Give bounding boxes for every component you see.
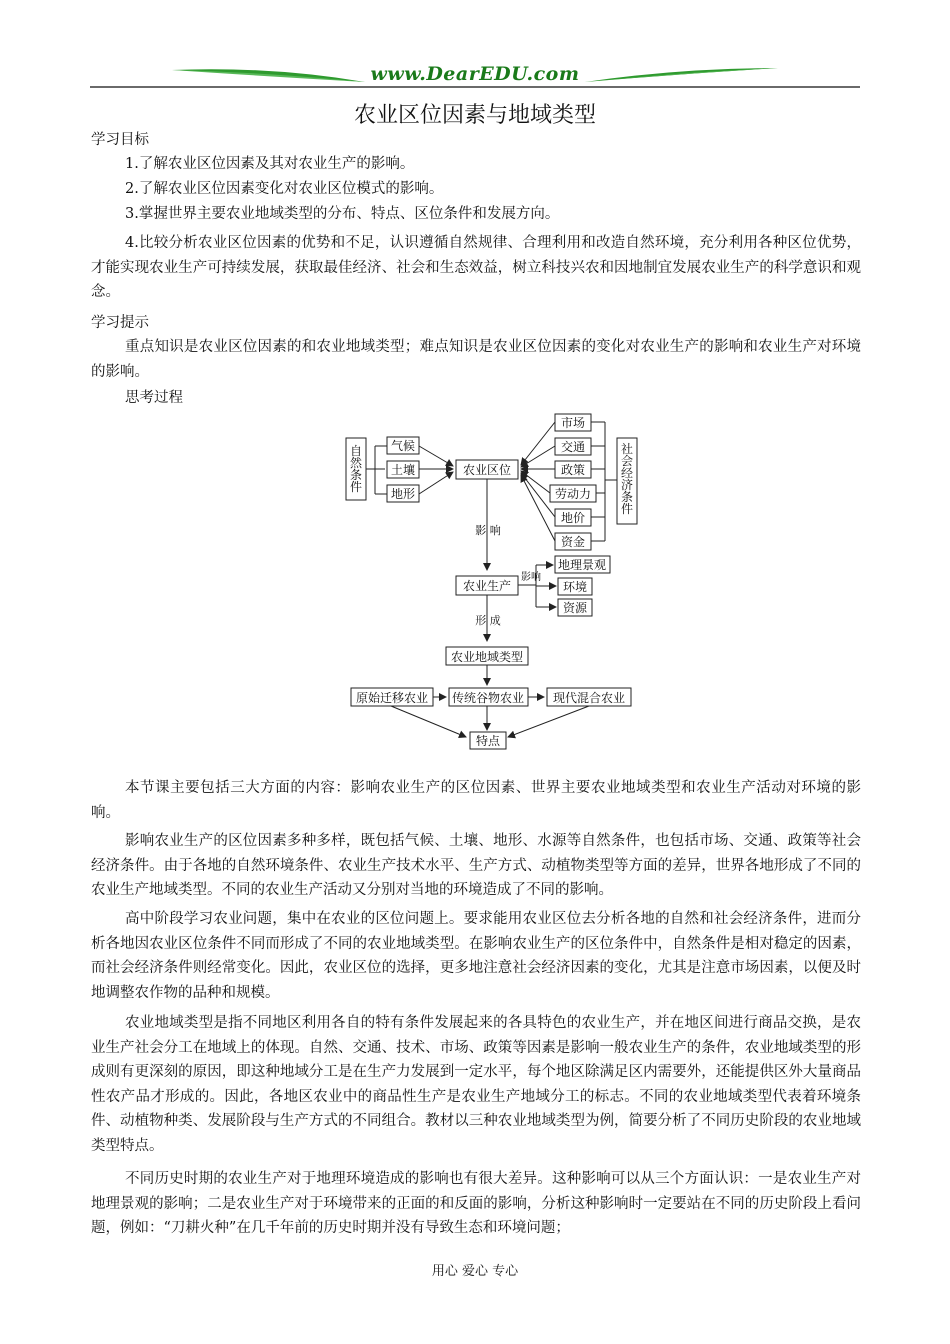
body-paragraph: 不同历史时期的农业生产对于地理环境造成的影响也有很大差异。这种影响可以从三个方面认识：一是农业生产对地理景观的影响；二是农业生产对于环境带来的正面的和反面的影响，分析这种影响时一定要站在不同的历史阶段上看问题，例如：“刀耕火种”在几千年前的历史时期并没有导致生态和环境问题；	[91, 1171, 861, 1236]
arrow-label-form: 形 成	[475, 614, 501, 627]
site-logo-text[interactable]: www.DearEDU.com	[370, 63, 580, 85]
arrow-label-influence: 影 响	[475, 524, 501, 537]
effect-node: 地理景观	[557, 558, 607, 572]
region-type-node: 农业地域类型	[450, 650, 524, 664]
type-node: 现代混合农业	[552, 691, 626, 705]
influence-label: 影响	[521, 572, 541, 583]
objectives-heading: 学习目标	[91, 132, 149, 148]
page-footer: 用心 爱心 专心	[431, 1264, 519, 1279]
concept-diagram-svg	[340, 408, 640, 758]
thinking-heading: 思考过程	[125, 390, 183, 406]
natural-item-node: 气候	[390, 439, 416, 453]
features-node: 特点	[475, 734, 501, 748]
social-item-node: 交通	[560, 440, 586, 454]
body-paragraph: 本节课主要包括三大方面的内容：影响农业生产的区位因素、世界主要农业地域类型和农业生产活动对环境的影响。	[91, 780, 861, 821]
natural-item-node: 土壤	[390, 463, 416, 477]
objective-item: 3.掌握世界主要农业地域类型的分布、特点、区位条件和发展方向。	[125, 206, 560, 222]
effect-node: 资源	[562, 601, 588, 615]
social-item-node: 市场	[560, 416, 586, 430]
concept-diagram	[340, 408, 640, 758]
production-node: 农业生产	[462, 579, 512, 593]
objective-item: 1.了解农业区位因素及其对农业生产的影响。	[125, 156, 415, 172]
type-node: 传统谷物农业	[451, 691, 525, 705]
page-title: 农业区位因素与地域类型	[353, 103, 596, 128]
social-item-node: 政策	[560, 463, 586, 477]
body-paragraph: 影响农业生产的区位因素多种多样，既包括气候、土壤、地形、水源等自然条件，也包括市场、交通、政策等社会经济条件。由于各地的自然环境条件、农业生产技术水平、生产方式、动植物类型等方面的差异，世界各地形成了不同的农业生产地域类型。不同的农业生产活动又分别对当地的环境造成了不同的影响。	[91, 833, 861, 898]
social-item-node: 地价	[560, 511, 586, 525]
social-item-node: 劳动力	[554, 487, 592, 501]
effect-node: 环境	[562, 580, 588, 594]
objective-item: 2.了解农业区位因素变化对农业区位模式的影响。	[125, 181, 444, 197]
body-paragraph: 高中阶段学习农业问题，集中在农业的区位问题上。要求能用农业区位去分析各地的自然和社会经济条件，进而分析各地因农业区位条件不同而形成了不同的农业地域类型。在影响农业生产的区位条件中，自然条件是相对稳定的因素，而社会经济条件则经常变化。因此，农业区位的选择，更多地注意社会经济因素的变化，尤其是注意市场因素，以便及时地调整农作物的品种和规模。	[91, 911, 861, 1001]
social-conditions-label: 社会经济条件	[620, 442, 634, 516]
site-header	[90, 62, 860, 92]
center-node: 农业区位	[462, 463, 512, 477]
objective-item: 4.比较分析农业区位因素的优势和不足，认识遵循自然规律、合理利用和改造自然环境，充分利用各种区位优势，才能实现农业生产可持续发展，获取最佳经济、社会和生态效益，树立科技兴农和因地制宜发展农业生产的科学意识和观念。	[91, 235, 861, 300]
tips-heading: 学习提示	[91, 315, 149, 331]
tips-text: 重点知识是农业区位因素的和农业地域类型；难点知识是农业区位因素的变化对农业生产的影响和农业生产对环境的影响。	[91, 339, 861, 380]
natural-item-node: 地形	[390, 487, 416, 501]
social-item-node: 资金	[560, 535, 586, 549]
natural-conditions-label: 自然条件	[349, 444, 363, 494]
body-paragraph: 农业地域类型是指不同地区利用各自的特有条件发展起来的各具特色的农业生产，并在地区间进行商品交换，是农业生产社会分工在地域上的体现。自然、交通、技术、市场、政策等因素是影响一般农业生产的条件，农业地域类型的形成则有更深刻的原因，即这种地域分工是在生产力发展到一定水平，每个地区除满足区内需要外，还能提供区外大量商品性农产品才形成的。因此，各地区农业中的商品性生产是农业生产地域分工的标志。不同的农业地域类型代表着环境条件、动植物种类、发展阶段与生产方式的不同组合。教材以三种农业地域类型为例，简要分析了不同历史阶段的农业地域类型特点。	[91, 1015, 861, 1154]
type-node: 原始迁移农业	[355, 691, 429, 705]
